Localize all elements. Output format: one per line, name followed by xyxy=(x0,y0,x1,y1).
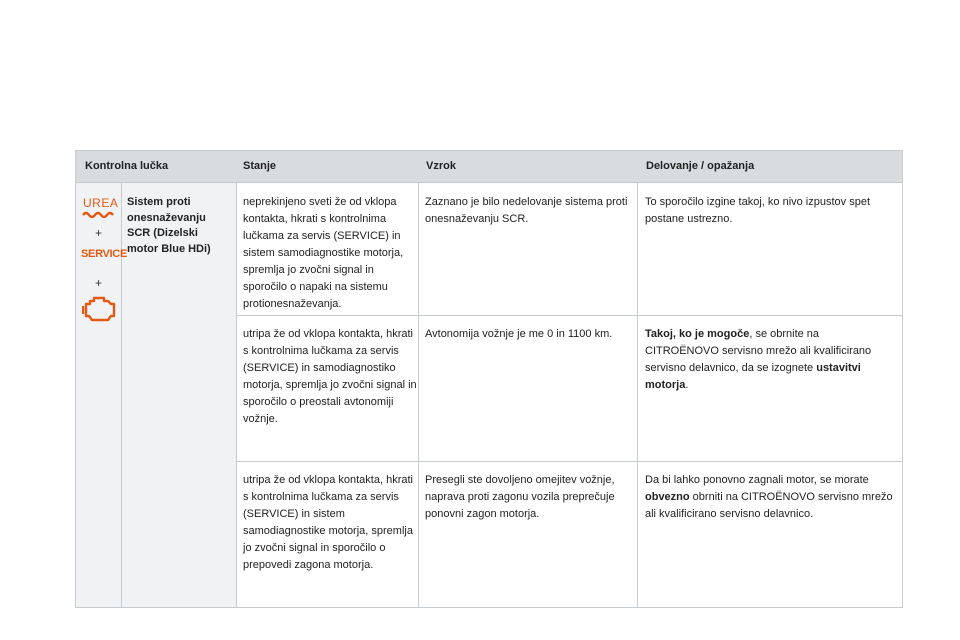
header-action: Delovanje / opažanja xyxy=(646,160,755,172)
header-state: Stanje xyxy=(243,160,277,172)
row-3-state: utripa že od vklopa kontakta, hkrati s kontrolnima lučkama za servis (SERVICE) in sistem samodiagnostike motorja, spremlja jo zvočni signal in sporočilo o prepovedi zagona motorja. xyxy=(243,474,413,571)
row-1-action xyxy=(645,194,897,228)
row-3-action-text: obrniti na CITROËNOVO servisno mrežo ali kvalificirano servisno delavnico. xyxy=(645,491,893,520)
divider xyxy=(236,183,237,608)
plus-sign: + xyxy=(95,226,103,240)
row-2-action xyxy=(645,326,895,394)
row-1-action-text: To sporočilo izgine takoj, ko nivo izpustov spet postane ustrezno. xyxy=(645,196,871,225)
row-1-state: neprekinjeno sveti že od vklopa kontakta, hkrati s kontrolnima lučkama za servis (SERVICE) in sistem samodiagnostike motorja, spremlja jo zvočni signal in sporočilo o napaki na sistemu protionesnaževanja. xyxy=(243,196,404,310)
row-2-action-bold: ustavitvi motorja xyxy=(645,362,861,391)
row-3-action-text: Da bi lahko ponovno zagnali motor, se morate xyxy=(645,474,869,486)
service-label: SERVICE xyxy=(81,248,127,260)
divider xyxy=(637,183,638,608)
row-2-action-bold: Takoj, ko je mogoče xyxy=(645,328,750,340)
engine-check-icon xyxy=(82,295,118,323)
header-cause: Vzrok xyxy=(426,160,456,172)
divider xyxy=(902,183,903,608)
table-header xyxy=(75,150,903,183)
divider xyxy=(418,183,419,608)
row-3-action xyxy=(645,472,897,523)
divider xyxy=(75,607,903,608)
row-3-action-bold: obvezno xyxy=(645,491,690,503)
divider xyxy=(236,315,903,316)
row-2-action-text: , se obrnite na CITROËNOVO servisno mrežo ali kvalificirano servisno delavnico, da se izognete xyxy=(645,328,872,374)
header-warning-light: Kontrolna lučka xyxy=(85,160,169,172)
warning-lights-table xyxy=(75,150,903,608)
urea-wave-icon xyxy=(82,210,116,218)
row-1-cause: Zaznano je bilo nedelovanje sistema proti onesnaževanju SCR. xyxy=(425,196,628,225)
row-2-cause: Avtonomija vožnje je me 0 in 1100 km. xyxy=(425,328,613,340)
row-2-state: utripa že od vklopa kontakta, hkrati s kontrolnima lučkama za servis (SERVICE) in samodiagnostiko motorja, spremlja jo zvočni signal in sporočilo o preostali avtonomiji vožnje. xyxy=(243,328,417,425)
urea-label: UREA xyxy=(83,196,119,210)
row-3-cause: Presegli ste dovoljeno omejitev vožnje, naprava proti zagonu vozila preprečuje ponovni zagon motorja. xyxy=(425,474,615,520)
system-name: Sistem proti onesnaževanju SCR (Dizelski motor Blue HDi) xyxy=(127,196,211,255)
divider xyxy=(121,183,122,608)
divider xyxy=(236,461,903,462)
plus-sign: + xyxy=(95,276,103,290)
row-2-action-text: . xyxy=(685,379,689,391)
